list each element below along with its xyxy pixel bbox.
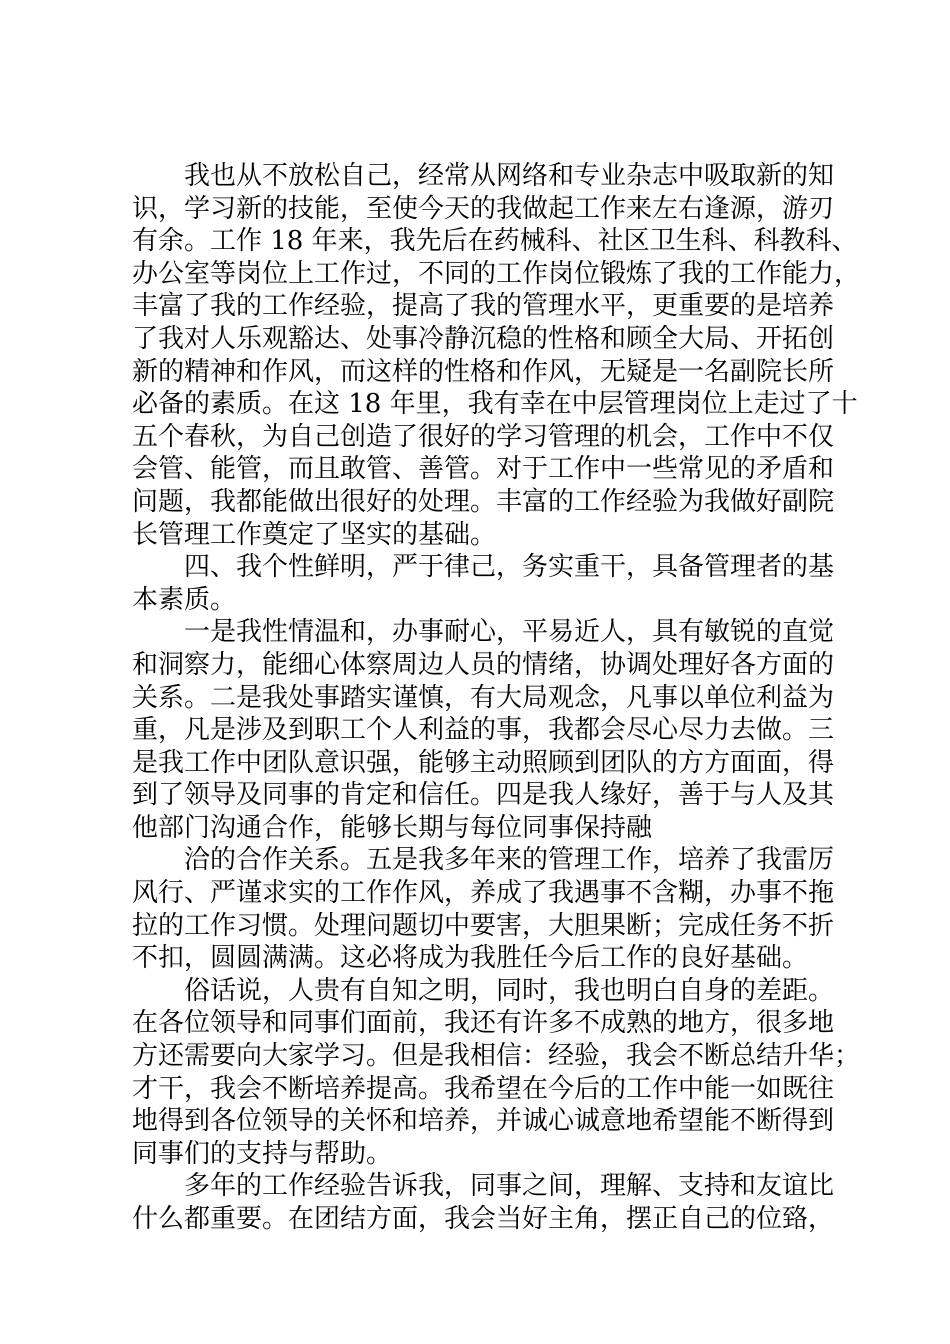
- text-line: 什么都重要。在团结方面，我会当好主角，摆正自己的位臵，: [132, 1204, 835, 1234]
- text-line: 洽的合作关系。五是我多年来的管理工作，培养了我雷厉: [184, 845, 835, 876]
- text-line: 在各位领导和同事们面前，我还有许多不成熟的地方，很多地: [132, 1008, 835, 1039]
- text-line: 俗话说，人贵有自知之明，同时，我也明白自身的差距。: [184, 975, 835, 1006]
- text-line: 他部门沟通合作，能够长期与每位同事保持融: [132, 812, 653, 843]
- text-line: 识，学习新的技能，至使今天的我做起工作来左右逢源，游刃: [132, 193, 835, 224]
- text-line: 办公室等岗位上工作过，不同的工作岗位锻炼了我的工作能力，: [132, 258, 861, 289]
- text-line: 关系。二是我处事踏实谨慎，有大局观念，凡事以单位利益为: [132, 682, 835, 713]
- text-line: 本素质。: [132, 584, 237, 615]
- text-line: 会管、能管，而且敢管、善管。对于工作中一些常见的矛盾和: [132, 454, 835, 485]
- text-line: 一是我性情温和，办事耐心，平易近人，具有敏锐的直觉: [184, 617, 835, 648]
- text-line: 长管理工作奠定了坚实的基础。: [132, 519, 497, 550]
- text-line: 了我对人乐观豁达、处事冷静沉稳的性格和顾全大局、开拓创: [132, 323, 835, 354]
- text-line: 问题，我都能做出很好的处理。丰富的工作经验为我做好副院: [132, 486, 835, 517]
- text-line: 重，凡是涉及到职工个人利益的事，我都会尽心尽力去做。三: [132, 715, 835, 746]
- text-line: 有余。工作 18 年来，我先后在药械科、社区卫生科、科教科、: [132, 226, 858, 257]
- text-line: 必备的素质。在这 18 年里，我有幸在中层管理岗位上走过了十: [132, 389, 858, 420]
- text-line: 地得到各位领导的关怀和培养，并诚心诚意地希望能不断得到: [132, 1106, 835, 1137]
- text-line: 我也从不放松自己，经常从网络和专业杂志中吸取新的知: [184, 161, 835, 191]
- document-body: [132, 160, 861, 1236]
- text-line: 方还需要向大家学习。但是我相信：经验，我会不断总结升华；: [132, 1041, 861, 1072]
- text-line: 不扣，圆圆满满。这必将成为我胜任今后工作的良好基础。: [132, 943, 809, 974]
- text-line: 和洞察力，能细心体察周边人员的情绪，协调处理好各方面的: [132, 649, 835, 680]
- text-line: 新的精神和作风，而这样的性格和作风，无疑是一名副院长所: [132, 356, 835, 387]
- text-line: 拉的工作习惯。处理问题切中要害，大胆果断；完成任务不折: [132, 910, 835, 941]
- text-line: 五个春秋，为自己创造了很好的学习管理的机会，工作中不仅: [132, 421, 835, 452]
- text-line: 是我工作中团队意识强，能够主动照顾到团队的方方面面，得: [132, 747, 835, 778]
- text-line: 多年的工作经验告诉我，同事之间，理解、支持和友谊比: [184, 1171, 835, 1202]
- text-line: 同事们的支持与帮助。: [132, 1138, 393, 1169]
- text-line: 才干，我会不断培养提高。我希望在今后的工作中能一如既往: [132, 1073, 835, 1104]
- text-line: 丰富了我的工作经验，提高了我的管理水平，更重要的是培养: [132, 291, 835, 322]
- text-line: 到了领导及同事的肯定和信任。四是我人缘好，善于与人及其: [132, 780, 835, 811]
- text-line: 四、我个性鲜明，严于律己，务实重干，具备管理者的基: [184, 552, 835, 583]
- text-line: 风行、严谨求实的工作作风，养成了我遇事不含糊，办事不拖: [132, 878, 835, 909]
